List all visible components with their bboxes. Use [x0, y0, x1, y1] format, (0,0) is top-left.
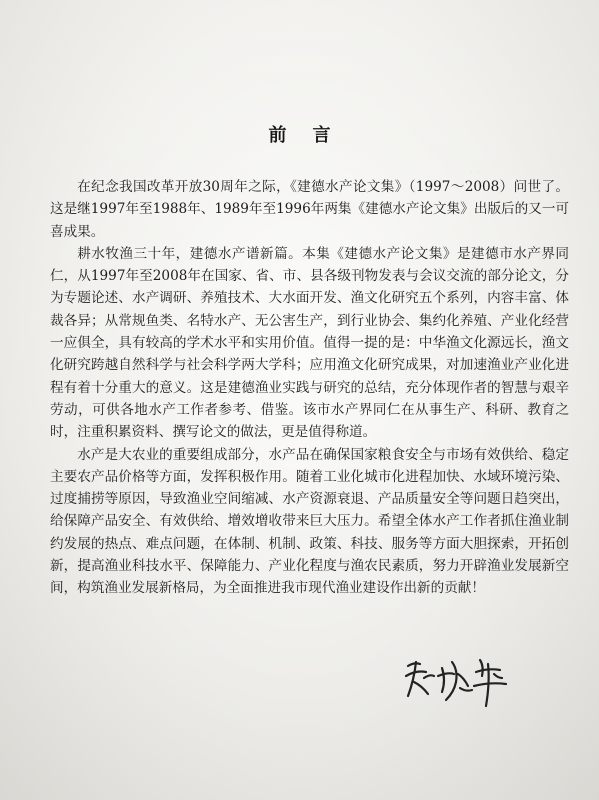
paragraph-3: 水产是大农业的重要组成部分，水产品在确保国家粮食安全与市场有效供给、稳定主要农产品价格等方面，发挥积极作用。随着工业化城市化进程加快、水域环境污染、过度捕捞等原因，导致渔业空间缩减、水产资源衰退、产品质量安全等问题日趋突出，给保障产品安全、有效供给、增效增收带来巨大压力。希望全体水产工作者抓住渔业制约发展的热点、难点问题，在体制、机制、政策、科技、服务等方面大胆探索，开拓创新，提高渔业科技水平、保障能力、产业化程度与渔农民素质，努力开辟渔业发展新空间，构筑渔业发展新格局，为全面推进我市现代渔业建设作出新的贡献！	[50, 446, 569, 597]
signature-icon	[400, 652, 510, 710]
paragraph-1: 在纪念我国改革开放30周年之际，《建德水产论文集》（1997～2008）问世了。这是继1997年至1988年、1989年至1996年两集《建德水产论文集》出版后的又一可喜成果。	[50, 179, 570, 240]
paragraph-2: 耕水牧渔三十年，建德水产谱新篇。本集《建德水产论文集》是建德市水产界同仁，从1997年至2008年在国家、省、市、县各级刊物发表与会议交流的部分论文，分为专题论述、水产调研、养殖技术、大水面开发、渔文化研究五个系列，内容丰富、体裁各异；从常规鱼类、名特水产、无公害生产，到行业协会、集约化养殖、产业化经营一应俱全，具有较高的学术水平和实用价值。值得一提的是：中华渔文化源远长，渔文化研究跨越自然科学与社会科学两大学科；应用渔文化研究成果，对加速渔业产业化进程有着十分重大的意义。这是建德渔业实践与研究的总结，充分体现作者的智慧与艰辛劳动，可供各地水产工作者参考、借鉴。该市水产界同仁在从事生产、科研、教育之时，注重积累资料、撰写论文的做法，更是值得称道。	[50, 245, 569, 441]
body-text	[50, 176, 569, 600]
bleed-through-mark: · ·	[470, 168, 480, 179]
handwritten-signature	[400, 652, 510, 710]
page-title: 前言	[268, 125, 357, 146]
